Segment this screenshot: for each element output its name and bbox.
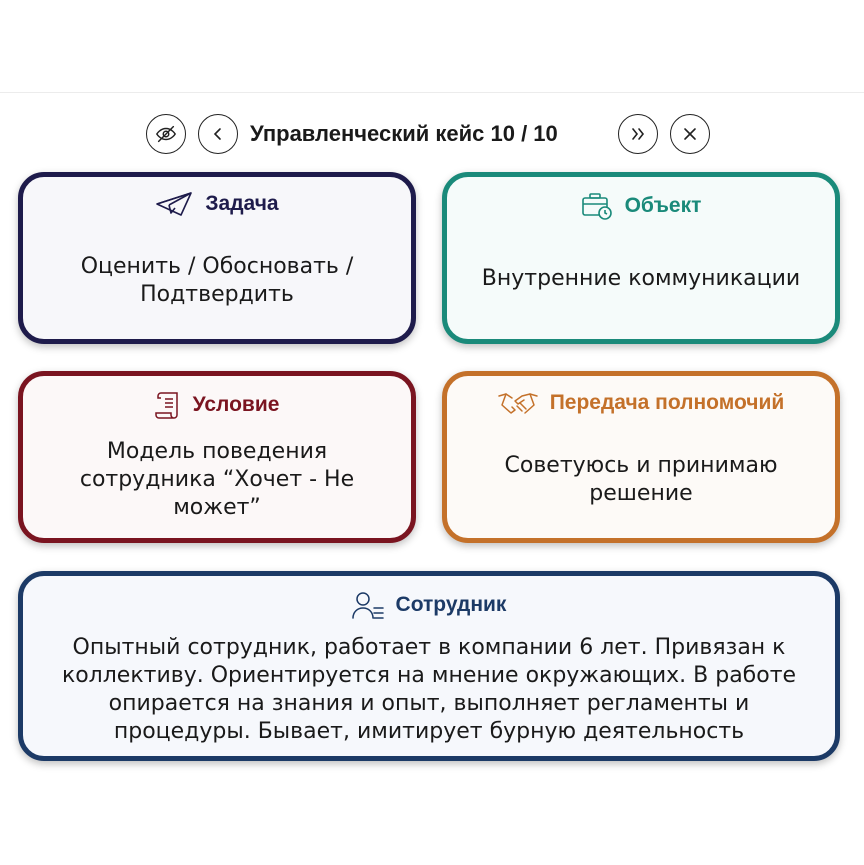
top-divider — [0, 92, 864, 93]
condition-card-text: Модель поведения сотрудника “Хочет - Не может” — [79, 439, 355, 520]
condition-card — [18, 371, 416, 543]
close-button[interactable] — [670, 114, 710, 154]
last-button[interactable] — [618, 114, 658, 154]
delegation-card — [442, 371, 840, 543]
scroll-icon — [155, 390, 181, 420]
case-title: Управленческий кейс 10 / 10 — [250, 121, 558, 146]
briefcase-clock-icon — [581, 191, 613, 221]
delegation-card-text: Советуюсь и принимаю решение — [504, 453, 778, 506]
delegation-card-header — [447, 390, 835, 416]
employee-card-label: Сотрудник — [395, 593, 507, 616]
eye-off-icon — [155, 123, 177, 145]
task-card-header — [23, 191, 411, 217]
close-icon — [683, 127, 697, 141]
previous-button[interactable] — [198, 114, 238, 154]
object-card — [442, 172, 840, 344]
employee-card-text: Опытный сотрудник, работает в компании 6 лет. Привязан к коллективу. Ориентируется на мнение окружающих. В работе опирается на знания и опыт, выполняет регламенты и процедуры. Бывает, имитирует бурную деятельность — [61, 635, 797, 744]
condition-card-label: Условие — [192, 393, 280, 416]
task-card-label: Задача — [205, 192, 279, 215]
condition-card-header — [23, 390, 411, 420]
chevron-left-icon — [211, 127, 225, 141]
object-card-label: Объект — [624, 194, 702, 217]
handshake-icon — [498, 390, 538, 416]
task-card-text: Оценить / Обосновать / Подтвердить — [80, 254, 354, 307]
delegation-card-label: Передача полномочий — [549, 391, 785, 414]
object-card-header — [447, 191, 835, 221]
task-card — [18, 172, 416, 344]
hide-button[interactable] — [146, 114, 186, 154]
object-card-text: Внутренние коммуникации — [481, 266, 801, 291]
case-navigation — [0, 112, 864, 156]
double-chevron-right-icon — [630, 127, 646, 141]
user-list-icon — [352, 590, 384, 620]
employee-card — [18, 571, 840, 761]
paper-plane-icon — [155, 191, 193, 217]
employee-card-header — [23, 590, 835, 620]
